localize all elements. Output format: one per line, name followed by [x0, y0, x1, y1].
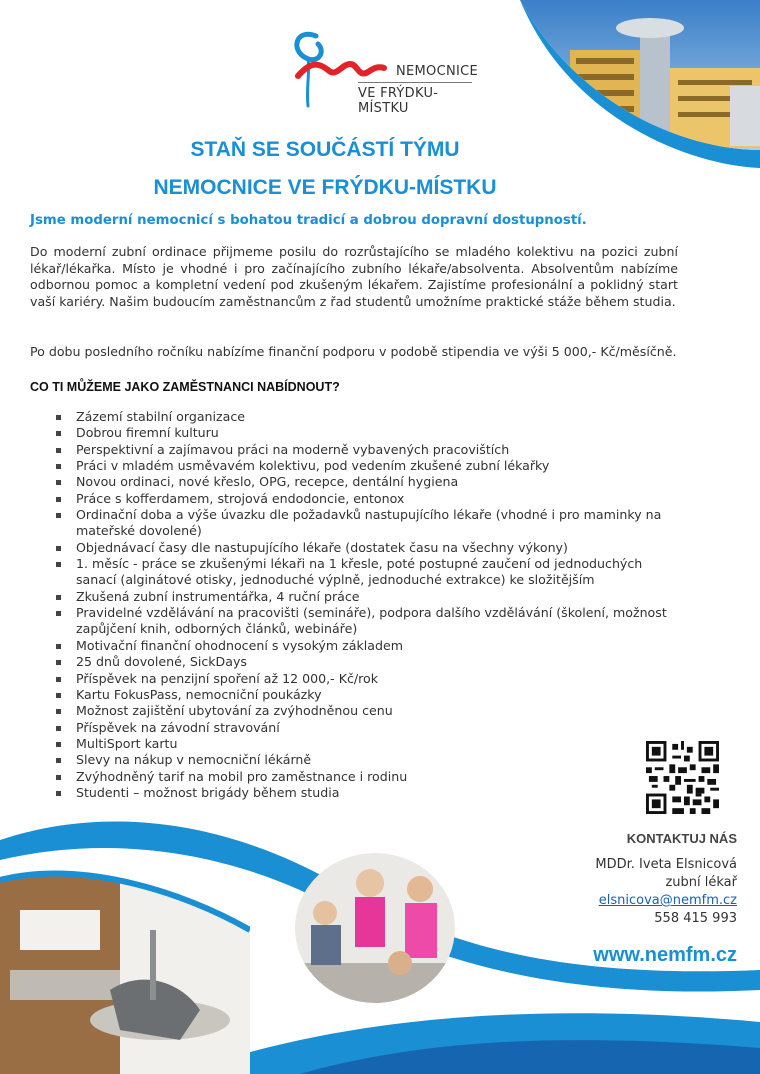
list-item: Možnost zajištění ubytování za zvýhodněnou cenu	[54, 703, 674, 719]
children-photo	[295, 853, 455, 1003]
contact-title: KONTAKTUJ NÁS	[626, 831, 737, 846]
list-item: Studenti – možnost brigády během studia	[54, 785, 674, 801]
contact-phone: 558 415 993	[654, 911, 737, 926]
list-item: MultiSport kartu	[54, 736, 674, 752]
list-item: Příspěvek na závodní stravování	[54, 720, 674, 736]
contact-name: MDDr. Iveta Elsnicová	[595, 857, 737, 872]
headline-line2: NEMOCNICE VE FRÝDKU-MÍSTKU	[153, 176, 497, 199]
scholarship-text: Po dobu posledního ročníku nabízíme finanční podporu v podobě stipendia ve výši 5 000,- Kč/měsíčně.	[30, 344, 677, 359]
list-item: Práci v mladém usměvavém kolektivu, pod vedením zkušené zubní lékařky	[54, 458, 674, 474]
logo-text-line1: NEMOCNICE	[396, 64, 479, 79]
list-item: 25 dnů dovolené, SickDays	[54, 654, 674, 670]
intro-text: Jsme moderní nemocnicí s bohatou tradicí a dobrou dopravní dostupností.	[30, 213, 587, 228]
hospital-logo	[288, 26, 488, 116]
list-item: Kartu FokusPass, nemocniční poukázky	[54, 687, 674, 703]
headline-line1: STAŇ SE SOUČÁSTÍ TÝMU	[190, 138, 460, 161]
list-item: Dobrou firemní kulturu	[54, 425, 674, 441]
list-item: Práce s kofferdamem, strojová endodoncie, entonox	[54, 491, 674, 507]
dental-office-photo	[0, 870, 250, 1074]
benefits-title: CO TI MŮŽEME JAKO ZAMĚSTNANCI NABÍDNOUT?	[30, 380, 340, 394]
list-item: Zázemí stabilní organizace	[54, 409, 674, 425]
list-item: Objednávací časy dle nastupujícího lékaře (dostatek času na všechny výkony)	[54, 540, 674, 556]
contact-role: zubní lékař	[665, 875, 737, 890]
list-item: Zvýhodněný tarif na mobil pro zaměstnance i rodinu	[54, 769, 674, 785]
list-item: Perspektivní a zajímavou práci na moderně vybavených pracovištích	[54, 442, 674, 458]
website-link[interactable]: www.nemfm.cz	[593, 944, 737, 966]
list-item: Ordinační doba a výše úvazku dle požadavků nastupujícího lékaře (vhodné i pro maminky na mateřské dovolené)	[54, 507, 674, 540]
logo-text-line2: VE FRÝDKU-MÍSTKU	[358, 86, 439, 116]
contact-email-link[interactable]: elsnicova@nemfm.cz	[598, 893, 737, 908]
benefits-list	[54, 409, 674, 801]
job-description: Do moderní zubní ordinace přijmeme posilu do rozrůstajícího se mladého kolektivu na pozici zubní lékař/lékařka. Místo je vhodné i pro začínajícího zubního lékaře/absolventa. Absolventům nabízíme odbornou pomoc a kompletní vedení pod zkušeným lékařem. Zajistíme profesionální a poklidný start vaší kariéry. Našim budoucím zaměstnancům z řad studentů umožníme praktické stáže během studia.	[30, 244, 678, 309]
list-item: 1. měsíc - práce se zkušenými lékaři na 1 křesle, poté postupné zaučení od jednoduchých sanací (alginátové otisky, jednoduché výplně, jednoduché extrakce) ke složitějším	[54, 556, 674, 589]
list-item: Motivační finanční ohodnocení s vysokým základem	[54, 638, 674, 654]
list-item: Zkušená zubní instrumentářka, 4 ruční práce	[54, 589, 674, 605]
logo-divider	[358, 82, 472, 83]
list-item: Slevy na nákup v nemocniční lékárně	[54, 752, 674, 768]
list-item: Pravidelné vzdělávání na pracovišti (semináře), podpora dalšího vzdělávání (školení, možnost zapůjčení knih, odborných článků, webináře)	[54, 605, 674, 638]
list-item: Příspěvek na penzijní spoření až 12 000,- Kč/rok	[54, 671, 674, 687]
list-item: Novou ordinaci, nové křeslo, OPG, recepce, dentální hygiena	[54, 474, 674, 490]
